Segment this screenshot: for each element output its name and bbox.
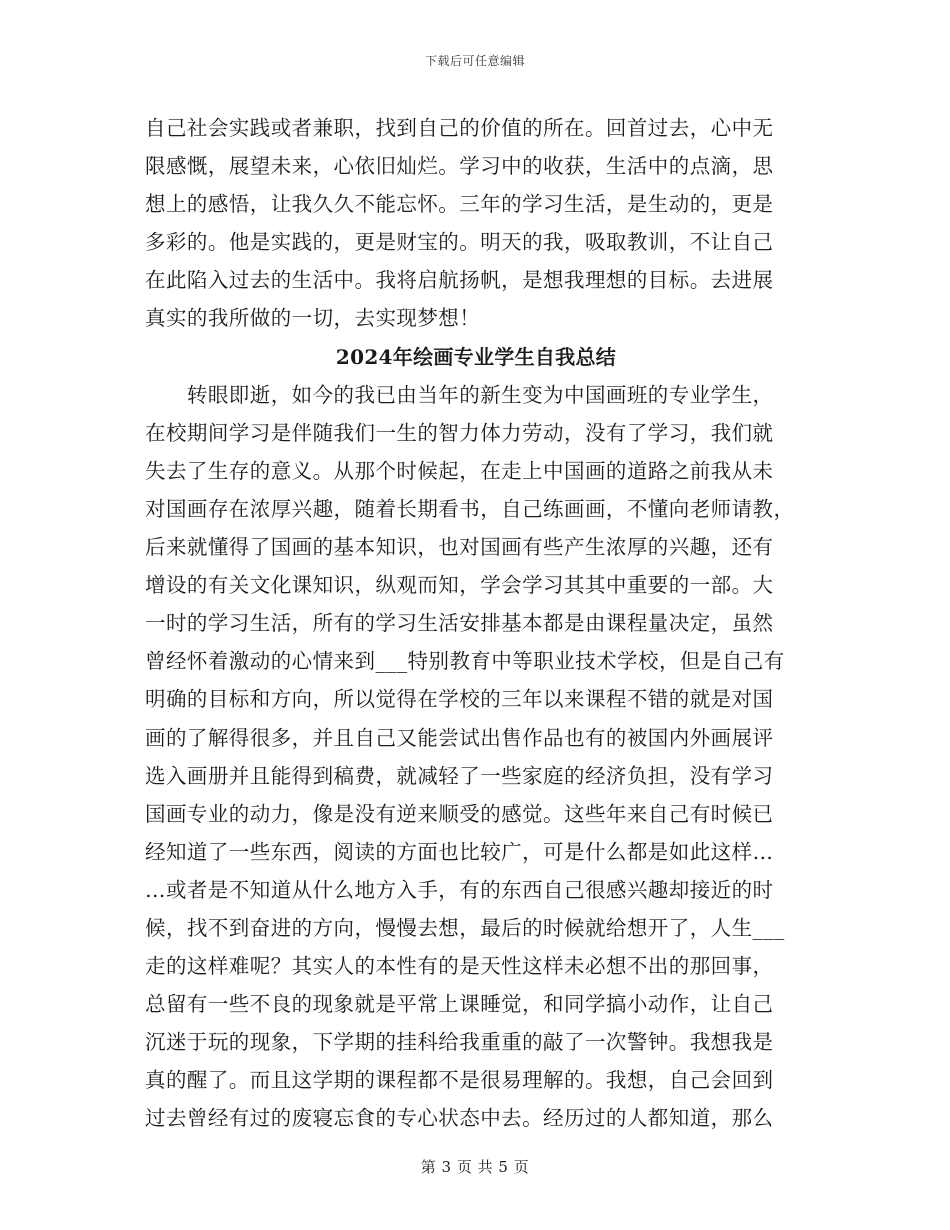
page-header-note: 下载后可任意编辑 xyxy=(424,54,525,68)
text-line: 真实的我所做的一切，去实现梦想！ xyxy=(145,306,481,331)
text-line: 总留有一些不良的现象就是平常上课睡觉，和同学搞小动作，让自己 xyxy=(145,992,774,1017)
text-line: 转眼即逝，如今的我已由当年的新生变为中国画班的专业学生， xyxy=(145,382,774,407)
text-line: 走的这样难呢？其实人的本性有的是天性这样未必想不出的那回事， xyxy=(145,954,774,979)
text-line: 一时的学习生活，所有的学习生活安排基本都是由课程量决定，虽然 xyxy=(145,611,774,636)
text-line: 自己社会实践或者兼职，找到自己的价值的所在。回首过去，心中无 xyxy=(145,116,774,140)
text-line: 限感慨，展望未来，心依旧灿烂。学习中的收获，生活中的点滴，思 xyxy=(145,154,774,179)
text-line: 增设的有关文化课知识，纵观而知，学会学习其其中重要的一部。大 xyxy=(145,573,774,598)
text-line: 在校期间学习是伴随我们一生的智力体力劳动，没有了学习，我们就 xyxy=(145,420,774,445)
text-line: …或者是不知道从什么地方入手，有的东西自己很感兴趣却接近的时 xyxy=(145,877,774,902)
text-line: 想上的感悟，让我久久不能忘怀。三年的学习生活，是生动的，更是 xyxy=(145,192,774,217)
text-line: 对国画存在浓厚兴趣，随着长期看书，自己练画画，不懂向老师请教， xyxy=(145,496,795,521)
text-line: 候，找不到奋进的方向，慢慢去想，最后的时候就给想开了，人生___ xyxy=(145,915,785,940)
section-heading: 2024年绘画专业学生自我总结 xyxy=(335,344,617,369)
text-line: 沉迷于玩的现象，下学期的挂科给我重重的敲了一次警钟。我想我是 xyxy=(145,1030,774,1055)
text-line: 失去了生存的意义。从那个时候起，在走上中国画的道路之前我从未 xyxy=(145,458,774,483)
text-line: 国画专业的动力，像是没有逆来顺受的感觉。这些年来自己有时候已 xyxy=(145,801,774,826)
text-line: 曾经怀着激动的心情来到___特别教育中等职业技术学校，但是自己有 xyxy=(145,649,785,674)
text-line: 画的了解得很多，并且自己又能尝试出售作品也有的被国内外画展评 xyxy=(145,725,774,750)
text-line: 过去曾经有过的废寝忘食的专心状态中去。经历过的人都知道，那么 xyxy=(145,1106,774,1131)
text-line: 明确的目标和方向，所以觉得在学校的三年以来课程不错的就是对国 xyxy=(145,687,774,712)
text-line: 真的醒了。而且这学期的课程都不是很易理解的。我想，自己会回到 xyxy=(145,1068,774,1093)
page-number-footer: 第 3 页 共 5 页 xyxy=(420,1158,530,1176)
text-line: 在此陷入过去的生活中。我将启航扬帆，是想我理想的目标。去进展 xyxy=(145,268,774,293)
text-line: 选入画册并且能得到稿费，就减轻了一些家庭的经济负担，没有学习 xyxy=(145,763,774,788)
document-body xyxy=(145,109,807,1138)
text-line: 后来就懂得了国画的基本知识，也对国画有些产生浓厚的兴趣，还有 xyxy=(145,535,774,560)
text-line: 多彩的。他是实践的，更是财宝的。明天的我，吸取教训，不让自己 xyxy=(145,230,774,255)
text-line: 经知道了一些东西，阅读的方面也比较广，可是什么都是如此这样… xyxy=(145,839,774,864)
